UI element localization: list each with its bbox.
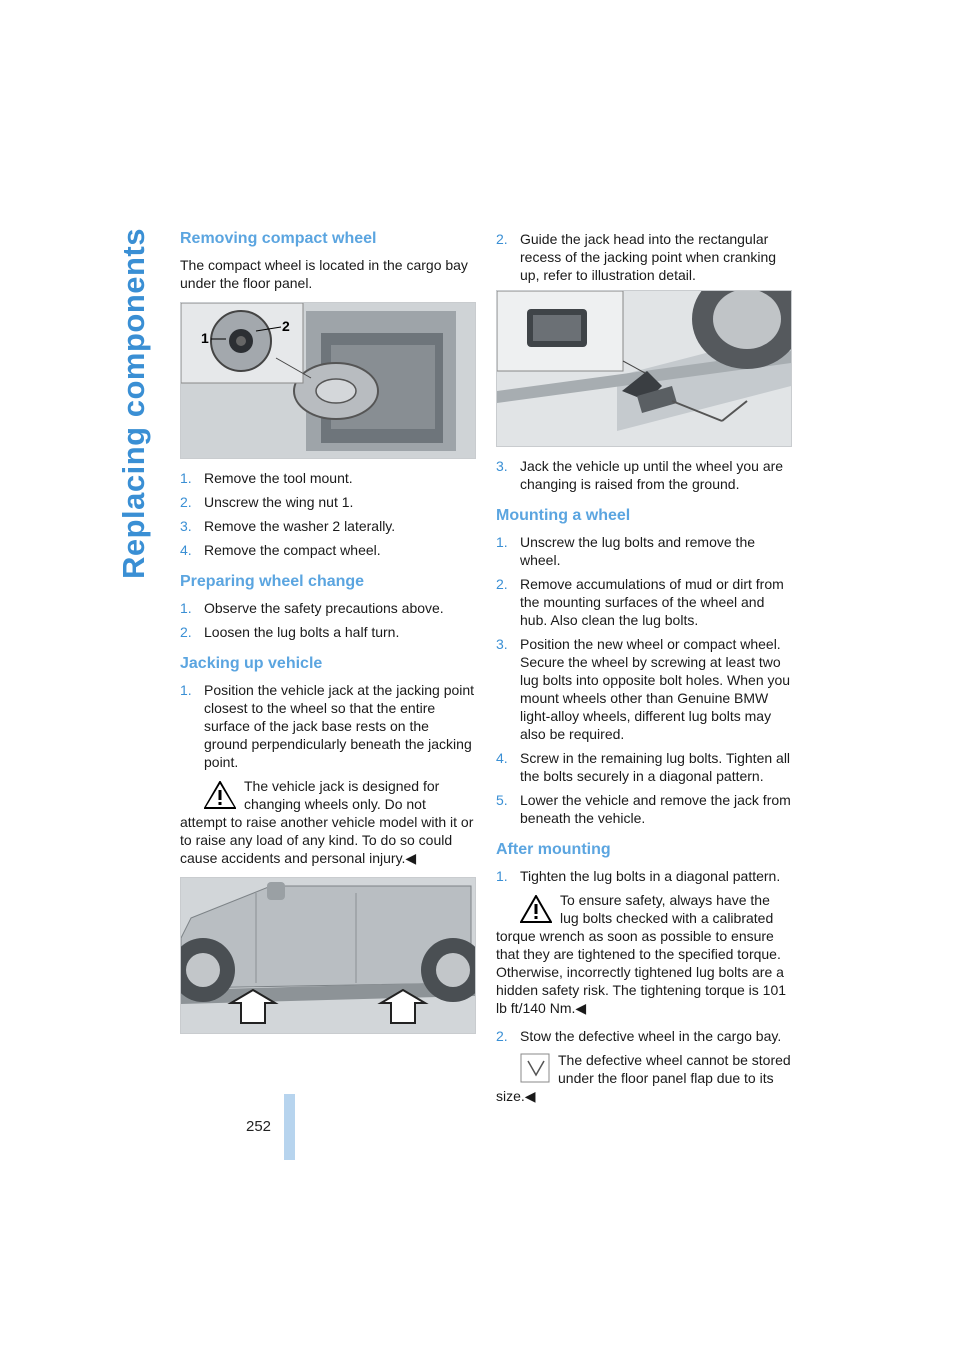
warning-triangle-icon	[520, 895, 552, 923]
storage-note-text: The defective wheel cannot be stored under the floor panel flap due to its size.◀	[496, 1052, 791, 1104]
list-item: 4. Remove the compact wheel.	[180, 542, 381, 558]
list-item: 1. Remove the tool mount.	[180, 470, 353, 486]
list-item: 3. Remove the washer 2 laterally.	[180, 518, 396, 534]
note-arrow-icon	[520, 1053, 550, 1083]
list-item: 1. Position the vehicle jack at the jacking point closest to the wheel so that the entire surface of the jack base rests on the ground perpendicularly beneath the jacking point.	[180, 682, 475, 770]
callout-1: 1	[201, 330, 209, 346]
jacking-steps-right-2	[496, 457, 792, 493]
mounting-heading: Mounting a wheel	[496, 507, 631, 524]
cargo-bay-figure	[180, 302, 476, 459]
list-item: 1. Tighten the lug bolts in a diagonal pattern.	[496, 868, 781, 884]
jacking-heading: Jacking up vehicle	[180, 655, 323, 672]
list-item: 5. Lower the vehicle and remove the jack from beneath the vehicle.	[496, 792, 791, 826]
after-heading: After mounting	[496, 841, 611, 858]
jacking-points-figure	[180, 877, 476, 1034]
left-column	[180, 230, 476, 1034]
list-item: 3. Position the new wheel or compact wheel. Secure the wheel by screwing at least two lug bolts into opposite bolt holes. When you mount wheels other than Genuine BMW light-alloy wheels, different lug bolts may also be required.	[496, 636, 791, 742]
chapter-title: Replacing components	[116, 228, 151, 580]
jack-warning-text: The vehicle jack is designed for changing wheels only. Do not attempt to raise another vehicle model with it or to raise any load of any kind. To do so could cause accidents and personal injury.◀	[180, 778, 474, 866]
cargo-bay-illustration	[181, 303, 475, 458]
jacking-steps-left	[180, 681, 476, 771]
list-item: 1. Observe the safety precautions above.	[180, 600, 444, 616]
list-item: 2. Loosen the lug bolts a half turn.	[180, 624, 400, 640]
jack-warning	[180, 777, 476, 867]
page-bar	[284, 1094, 295, 1160]
list-item: 1. Unscrew the lug bolts and remove the wheel.	[496, 534, 756, 568]
page-number: 252	[246, 1118, 272, 1135]
jack-head-figure	[496, 290, 792, 447]
jacking-steps-right	[496, 230, 792, 284]
removing-steps	[180, 469, 476, 559]
after-steps-2	[496, 1027, 792, 1045]
after-steps	[496, 867, 792, 885]
storage-note	[496, 1051, 792, 1105]
jacking-points-illustration	[181, 878, 475, 1033]
callout-2: 2	[282, 318, 290, 334]
removing-heading: Removing compact wheel	[180, 230, 377, 247]
list-item: 2. Guide the jack head into the rectangular recess of the jacking point when cranking up, refer to illustration detail.	[496, 231, 777, 283]
right-column	[496, 230, 792, 1115]
preparing-heading: Preparing wheel change	[180, 573, 365, 590]
list-item: 2. Unscrew the wing nut 1.	[180, 494, 354, 510]
jack-head-illustration	[497, 291, 791, 446]
list-item: 4. Screw in the remaining lug bolts. Tighten all the bolts securely in a diagonal pattern.	[496, 750, 791, 784]
mounting-steps	[496, 533, 792, 827]
torque-warning	[496, 891, 792, 1017]
torque-warning-text: To ensure safety, always have the lug bolts checked with a calibrated torque wrench as soon as possible to ensure that they are tightened to the specified torque. Otherwise, incorrectly tightened lug bolts are a hidden safety risk. The tightening torque is 101 lb ft/140 Nm.◀	[496, 892, 787, 1016]
list-item: 2. Stow the defective wheel in the cargo bay.	[496, 1028, 782, 1044]
list-item: 3. Jack the vehicle up until the wheel you are changing is raised from the ground.	[496, 458, 784, 492]
warning-triangle-icon	[204, 781, 236, 809]
removing-intro: The compact wheel is located in the cargo bay under the floor panel.	[180, 257, 468, 291]
preparing-steps	[180, 599, 476, 641]
list-item: 2. Remove accumulations of mud or dirt from the mounting surfaces of the wheel and hub. Also clean the lug bolts.	[496, 576, 784, 628]
